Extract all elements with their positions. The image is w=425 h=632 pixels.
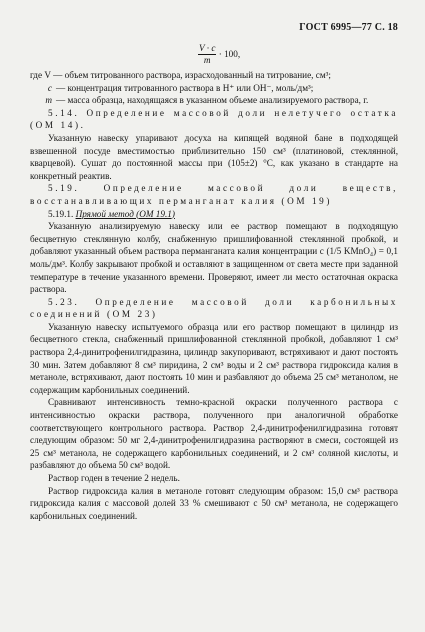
page-content xyxy=(30,43,398,522)
section-5-23-paragraph-3: Раствор годен в течение 2 недель. xyxy=(48,473,180,483)
definition-m xyxy=(30,94,398,107)
formula-denominator: m xyxy=(203,55,211,65)
formula-numerator: V · c xyxy=(199,43,216,53)
definition-c xyxy=(30,82,398,95)
definition-m-text: — масса образца, находящаяся в указанном объеме анализируемого раствора, г. xyxy=(56,95,369,106)
section-5-23-paragraph-1: Указанную навеску испытуемого образца или его раствор помещают в цилиндр из бесцветного стекла, снабженный пришлифованной стеклянной пробкой, добавляют 1 см³ раствора 2,4-динитрофенилгидразина, цилиндр закупоривают, встряхивают и дают постоять 30 мин. Затем добавляют 8 см³ пиридина, 2 см³ воды и 2 см³ раствора гидроксида калия в метаноле, встряхивают, дают постоять 10 мин и разбавляют до объема 25 см³ метанолом, не содержащим карбонильных соединений. xyxy=(30,321,398,395)
formula xyxy=(198,43,398,69)
section-5-14-body: Указанную навеску упаривают досуха на кипящей водяной бане в подходящей взвешенной посуде вместимостью приблизительно 150 см³ (платиновой, стеклянной, кварцевой). Сушат до постоянной массы при (105±2) °С, как указано в стандарте на конкретный реактив. xyxy=(30,132,398,181)
definition-m-symbol: m xyxy=(45,95,52,106)
section-5-23-heading: 5.23. Определение массовой доли карбонильных соединений (ОМ 23) xyxy=(30,296,398,320)
section-5-19-heading: 5.19. Определение массовой доли веществ, восстанавливающих перманганат калия (ОМ 19) xyxy=(30,183,398,206)
formula-multiplier: · 100, xyxy=(218,49,241,60)
formula-fraction xyxy=(198,43,216,66)
section-5-23-paragraph-4: Раствор гидроксида калия в метаноле готовят следующим образом: 15,0 см³ раствора гидроксида калия с массовой долей 33 % смешивают с 50 см³ метанола, не содержащего карбонильных соединений. xyxy=(30,485,398,521)
section-5-19-1-body: Указанную анализируемую навеску или ее раствор помещают в подходящую бесцветную стеклянную колбу, снабженную пришлифованной стеклянной пробкой, и добавляют указанный объем раствора перманганата калия концентрации c (1/5 KMnO₄) = 0,1 моль/дм³. Колбу закрывают пробкой и оставляют в защищенном от света месте при заданной температуре в течение указанного времени. Проверяют, имеет ли место остаточная окраска раствора. xyxy=(30,221,398,295)
section-5-14-heading: 5.14. Определение массовой доли нелетучего остатка (ОМ 14). xyxy=(30,107,398,131)
definition-c-text: — концентрация титрованного раствора в H⁺ или OH⁻, моль/дм³; xyxy=(56,82,314,93)
page-header: ГОСТ 6995—77 С. 18 xyxy=(299,22,398,33)
definition-c-symbol: c xyxy=(47,82,52,93)
section-5-19-1-method: Прямой метод (ОМ 19.1) xyxy=(75,208,175,219)
section-5-19-1-number: 5.19.1. xyxy=(48,208,74,219)
section-5-19-1-title xyxy=(30,208,398,221)
definition-v: где V — объем титрованного раствора, израсходованный на титрование, см³; xyxy=(30,70,331,80)
section-5-23-paragraph-2: Сравнивают интенсивность темно-красной окраски полученного раствора с интенсивностью окраски раствора, полученного при аналогичной обработке соответствующего контрольного раствора. Раствор 2,4-динитрофенилгидразина готовят следующим образом: 50 мг 2,4-динитрофенилгидразина растворяют в смеси, состоящей из 25 см³ метанола, не содержащего карбонильных соединений, и 2 см³ соляной кислоты, и разбавляют до объема 50 см³ водой. xyxy=(30,397,398,471)
